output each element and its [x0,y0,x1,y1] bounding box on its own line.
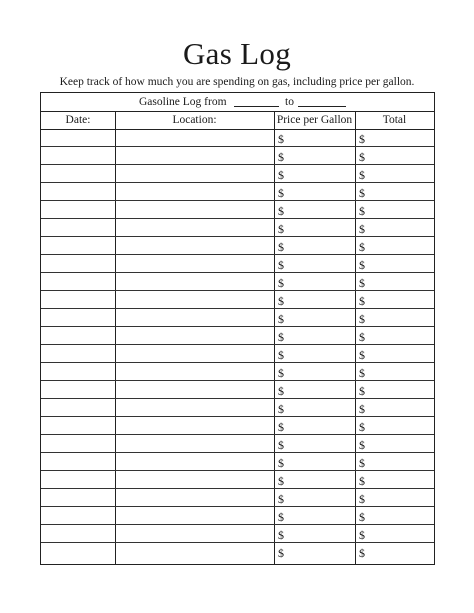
total-dollar-sign: $ [359,348,365,362]
table-row[interactable] [41,183,434,201]
table-row[interactable] [41,453,434,471]
range-from-field[interactable] [234,106,279,107]
table-row[interactable] [41,345,434,363]
table-row[interactable] [41,471,434,489]
range-to-field[interactable] [298,106,346,107]
total-dollar-sign: $ [359,168,365,182]
price-dollar-sign: $ [278,150,284,164]
table-row[interactable] [41,129,434,147]
price-dollar-sign: $ [278,222,284,236]
table-row[interactable] [41,417,434,435]
total-dollar-sign: $ [359,456,365,470]
table-row[interactable] [41,507,434,525]
total-dollar-sign: $ [359,132,365,146]
table-row[interactable] [41,255,434,273]
price-dollar-sign: $ [278,546,284,560]
price-dollar-sign: $ [278,132,284,146]
price-dollar-sign: $ [278,240,284,254]
price-dollar-sign: $ [278,276,284,290]
total-dollar-sign: $ [359,240,365,254]
page-title: Gas Log [183,36,291,71]
total-dollar-sign: $ [359,510,365,524]
price-dollar-sign: $ [278,312,284,326]
price-dollar-sign: $ [278,258,284,272]
table-row[interactable] [41,201,434,219]
total-dollar-sign: $ [359,186,365,200]
table-row[interactable] [41,363,434,381]
price-dollar-sign: $ [278,204,284,218]
price-dollar-sign: $ [278,366,284,380]
total-dollar-sign: $ [359,492,365,506]
table-row[interactable] [41,435,434,453]
total-dollar-sign: $ [359,312,365,326]
total-dollar-sign: $ [359,384,365,398]
table-row[interactable] [41,327,434,345]
range-from-label: Gasoline Log from [139,96,227,108]
table-row[interactable] [41,489,434,507]
price-dollar-sign: $ [278,348,284,362]
table-row[interactable] [41,291,434,309]
column-header-location: Location: [172,114,217,126]
table-row[interactable] [41,219,434,237]
total-dollar-sign: $ [359,330,365,344]
column-header-total: Total [382,114,407,126]
total-dollar-sign: $ [359,528,365,542]
price-dollar-sign: $ [278,492,284,506]
log-rows [41,129,434,561]
table-row[interactable] [41,543,434,561]
total-dollar-sign: $ [359,438,365,452]
price-dollar-sign: $ [278,330,284,344]
table-row[interactable] [41,399,434,417]
price-dollar-sign: $ [278,510,284,524]
table-row[interactable] [41,309,434,327]
price-dollar-sign: $ [278,456,284,470]
table-row[interactable] [41,147,434,165]
date-range-row [41,93,434,112]
table-row[interactable] [41,525,434,543]
price-dollar-sign: $ [278,186,284,200]
gas-log-table [40,92,435,565]
total-dollar-sign: $ [359,402,365,416]
price-dollar-sign: $ [278,420,284,434]
column-header-date: Date: [65,114,91,126]
price-dollar-sign: $ [278,438,284,452]
total-dollar-sign: $ [359,258,365,272]
total-dollar-sign: $ [359,150,365,164]
total-dollar-sign: $ [359,366,365,380]
range-to-label: to [285,96,294,108]
price-dollar-sign: $ [278,384,284,398]
price-dollar-sign: $ [278,294,284,308]
total-dollar-sign: $ [359,222,365,236]
table-row[interactable] [41,381,434,399]
total-dollar-sign: $ [359,420,365,434]
total-dollar-sign: $ [359,474,365,488]
price-dollar-sign: $ [278,168,284,182]
total-dollar-sign: $ [359,204,365,218]
table-row[interactable] [41,165,434,183]
column-header-row [41,111,434,130]
total-dollar-sign: $ [359,294,365,308]
column-header-price-per-gallon: Price per Gallon [276,114,353,126]
price-dollar-sign: $ [278,402,284,416]
table-row[interactable] [41,273,434,291]
total-dollar-sign: $ [359,276,365,290]
price-dollar-sign: $ [278,528,284,542]
table-row[interactable] [41,237,434,255]
price-dollar-sign: $ [278,474,284,488]
page-subtitle: Keep track of how much you are spending on gas, including price per gallon. [59,76,415,88]
total-dollar-sign: $ [359,546,365,560]
